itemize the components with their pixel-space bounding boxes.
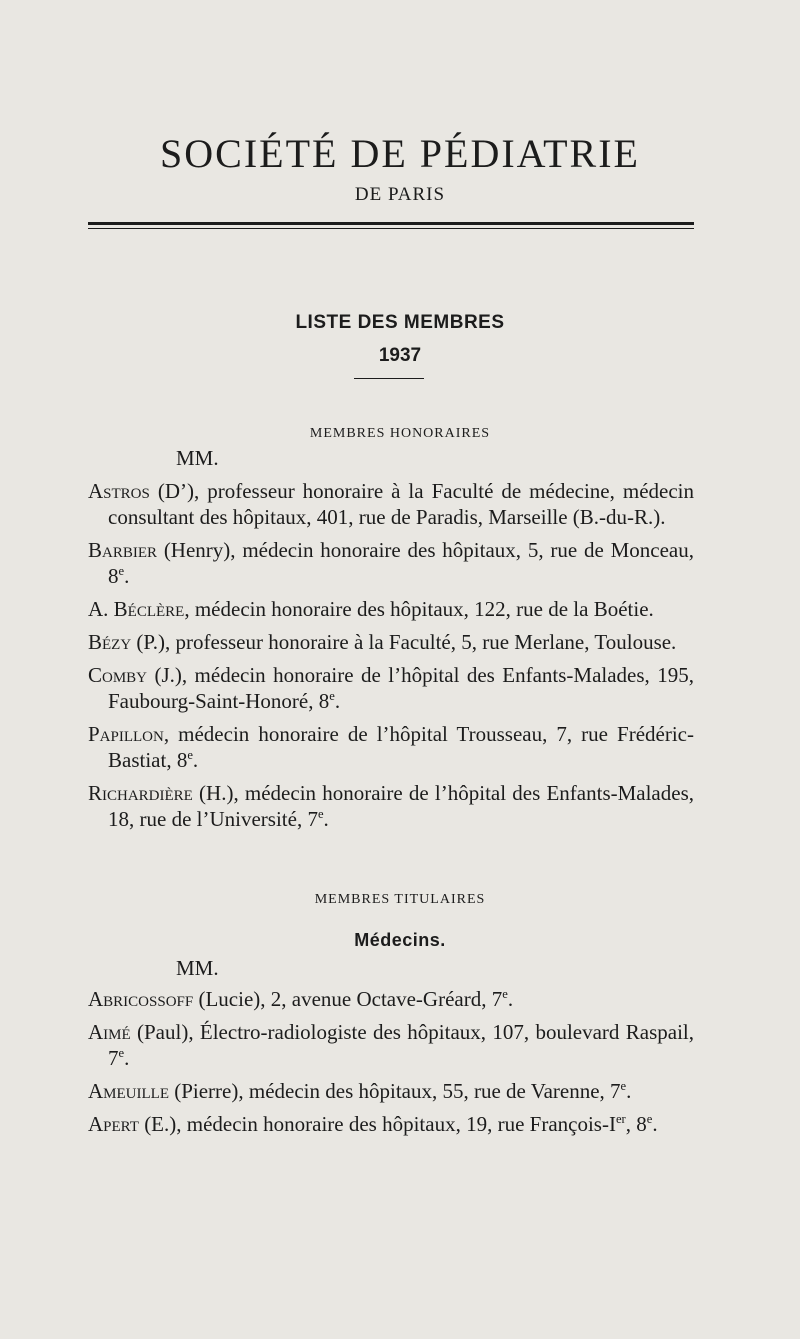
member-details: (D’), professeur honoraire à la Faculté de médecine, médecin consultant des hôpitaux, 401, rue de Paradis, Marseille (B.-du-R.).	[108, 479, 694, 529]
member-details-tail: .	[124, 1046, 130, 1070]
member-entry	[88, 721, 694, 773]
society-title: SOCIÉTÉ DE PÉDIATRIE	[160, 131, 640, 176]
member-name: Apert	[88, 1112, 139, 1136]
member-entry	[88, 1111, 694, 1137]
member-details: (H.), médecin honoraire de l’hôpital des Enfants-Malades, 18, rue de l’Université, 7	[108, 781, 694, 831]
ordinal-suffix: e	[620, 1079, 627, 1093]
ordinal-suffix: e	[502, 987, 508, 1001]
member-details: , médecin honoraire des hôpitaux, 122, rue de la Boétie.	[184, 597, 654, 621]
member-details: , médecin honoraire de l’hôpital Trousseau, 7, rue Frédéric-Bastiat, 8	[108, 722, 694, 772]
member-name: Ameuille	[88, 1079, 169, 1103]
member-entry	[88, 596, 694, 622]
ordinal-suffix: er	[615, 1112, 626, 1126]
member-entry	[88, 780, 694, 832]
member-name: Aimé	[88, 1020, 131, 1044]
member-name: Barbier	[88, 538, 158, 562]
titulaires-mm: MM.	[176, 956, 219, 980]
titulaires-list	[88, 986, 694, 1144]
member-details: (P.), professeur honoraire à la Faculté, 5, rue Merlane, Toulouse.	[131, 630, 677, 654]
ordinal-suffix: e	[317, 807, 324, 821]
member-entry	[88, 478, 694, 530]
member-details-tail: .	[626, 1079, 632, 1103]
member-details: (Pierre), médecin des hôpitaux, 55, rue de Varenne, 7	[168, 1079, 621, 1103]
titulaires-heading: MEMBRES TITULAIRES	[314, 892, 486, 907]
member-entry	[88, 537, 694, 589]
member-details: (Lucie), 2, avenue Octave-Gréard, 7	[193, 987, 503, 1011]
list-year: 1937	[378, 345, 422, 366]
ordinal-suffix: e	[118, 1046, 125, 1060]
society-subtitle: DE PARIS	[354, 184, 446, 205]
list-title: LISTE DES MEMBRES	[295, 312, 505, 333]
member-name: Béclère	[113, 597, 185, 621]
member-details-tail: .	[323, 807, 329, 831]
ordinal-suffix: e	[329, 689, 335, 703]
member-entry	[88, 1019, 694, 1071]
medecins-subheading: Médecins.	[354, 930, 446, 950]
honoraires-list	[88, 478, 694, 839]
ordinal-suffix: e	[118, 564, 125, 578]
member-entry	[88, 986, 694, 1012]
member-name: Bézy	[88, 630, 132, 654]
member-details-tail: , 8	[625, 1112, 647, 1136]
ordinal-suffix: e	[646, 1112, 653, 1126]
member-entry	[88, 662, 694, 714]
member-details-tail: .	[334, 689, 341, 713]
member-initial: A.	[88, 597, 114, 621]
member-details-tail: .	[507, 987, 514, 1011]
member-details: (Paul), Électro-radiologiste des hôpitaux, 107, boulevard Raspail, 7	[108, 1020, 694, 1070]
honoraires-heading: MEMBRES HONORAIRES	[309, 426, 491, 441]
member-details: (J.), médecin honoraire de l’hôpital des Enfants-Malades, 195, Faubourg-Saint-Honoré, 8	[108, 663, 694, 713]
member-name: Richardière	[88, 781, 193, 805]
member-name: Comby	[88, 663, 148, 687]
honoraires-mm: MM.	[176, 446, 219, 470]
member-name: Abricossoff	[88, 987, 194, 1011]
year-rule	[354, 378, 424, 379]
member-name: Papillon	[88, 722, 164, 746]
member-name: Astros	[88, 479, 150, 503]
member-details-tail: .	[192, 748, 199, 772]
member-entry	[88, 1078, 694, 1104]
header-rule-thick	[88, 222, 694, 225]
member-details-tail: .	[652, 1112, 658, 1136]
ordinal-suffix: e	[187, 748, 193, 762]
member-entry	[88, 629, 694, 655]
member-details: (Henry), médecin honoraire des hôpitaux, 5, rue de Monceau, 8	[108, 538, 694, 588]
header-rule-thin	[88, 228, 694, 229]
member-details: (E.), médecin honoraire des hôpitaux, 19, rue François-I	[138, 1112, 616, 1136]
member-details-tail: .	[124, 564, 130, 588]
